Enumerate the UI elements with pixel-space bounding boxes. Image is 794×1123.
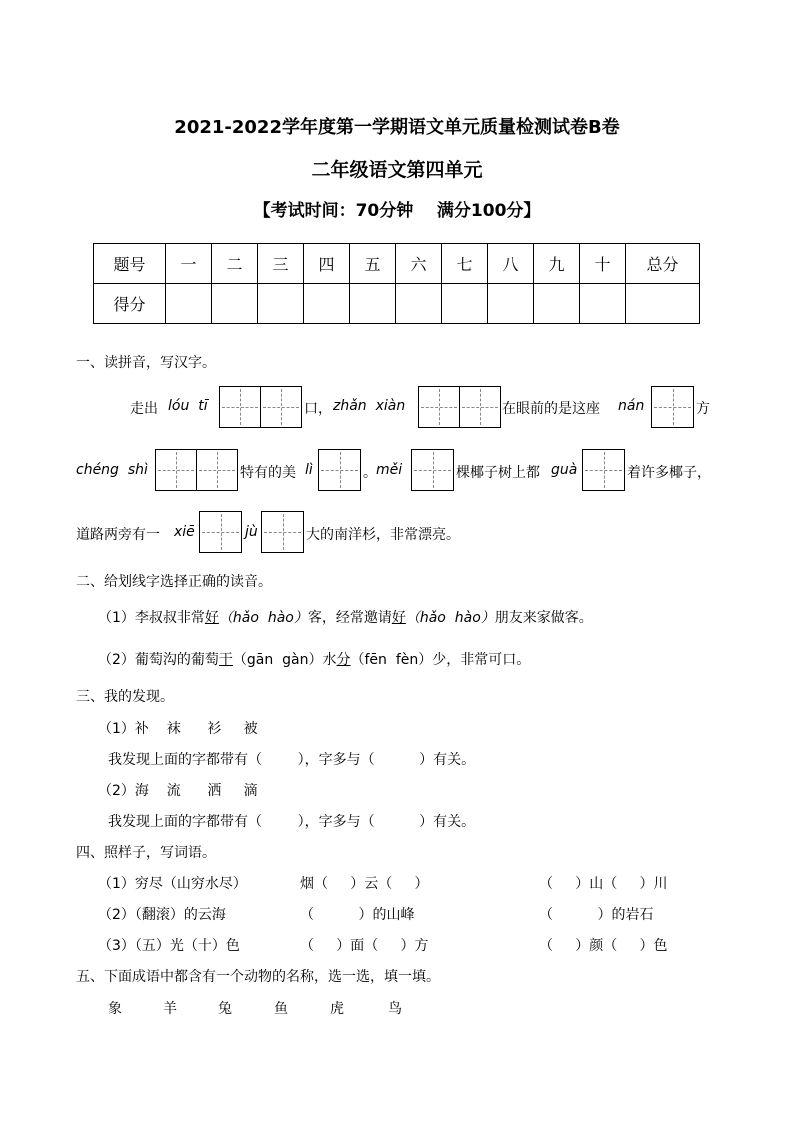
score-col-2: 二 [212, 244, 258, 284]
score-header-label: 题号 [94, 244, 166, 284]
q5-animal: 兔 [218, 1001, 232, 1017]
q5-animal: 象 [108, 1001, 122, 1017]
score-col-8: 八 [488, 244, 534, 284]
q5-animal: 鱼 [274, 1001, 288, 1017]
score-cell[interactable] [488, 284, 534, 324]
score-cell[interactable] [442, 284, 488, 324]
q4-example: （1）穷尽（山穷水尽） [98, 876, 247, 892]
q1-pinyin: xiē [174, 524, 195, 540]
score-col-10: 十 [580, 244, 626, 284]
q5-animal: 羊 [163, 1001, 177, 1017]
q1-writing-grid[interactable] [418, 386, 501, 428]
q2-line-1: （1）李叔叔非常好（hǎo hào）客，经常邀请好（hǎo hào）朋友来家做客。 [98, 610, 593, 626]
score-cell[interactable] [166, 284, 212, 324]
score-cell[interactable] [304, 284, 350, 324]
q3-line: 我发现上面的字都带有（ ），字多与（ ）有关。 [108, 752, 476, 768]
score-cell[interactable] [534, 284, 580, 324]
score-cell[interactable] [396, 284, 442, 324]
score-col-5: 五 [350, 244, 396, 284]
q4-example: （2）（翻滚）的云海 [98, 907, 226, 923]
q1-writing-grid[interactable] [199, 511, 242, 553]
q1-pinyin: jù [245, 524, 258, 540]
score-col-7: 七 [442, 244, 488, 284]
q4-blank[interactable]: （ ）的岩石 [539, 907, 654, 923]
q5-heading: 五、下面成语中都含有一个动物的名称，选一选，填一填。 [76, 969, 440, 985]
q1-text: 棵椰子树上都 [456, 465, 540, 481]
q4-example: （3）（五）光（十）色 [98, 938, 240, 954]
q1-pinyin: lì [305, 462, 313, 478]
q1-pinyin: lóu tī [168, 398, 208, 414]
score-col-6: 六 [396, 244, 442, 284]
q1-writing-grid[interactable] [261, 511, 304, 553]
q2-heading: 二、给划线字选择正确的读音。 [76, 574, 272, 590]
score-col-4: 四 [304, 244, 350, 284]
q1-text: 道路两旁有一 [76, 527, 160, 543]
score-cell[interactable] [258, 284, 304, 324]
q4-blank[interactable]: 烟（ ）云（ ） [300, 876, 429, 892]
q1-text: 方 [696, 401, 710, 417]
exam-subtitle: 二年级语文第四单元 [311, 159, 483, 181]
q1-text: 口， [304, 401, 332, 417]
q1-text: 着许多椰子， [627, 465, 711, 481]
score-col-3: 三 [258, 244, 304, 284]
q1-text: 在眼前的是这座 [502, 401, 600, 417]
q1-writing-grid[interactable] [318, 449, 361, 491]
q1-pinyin: guà [551, 462, 578, 478]
q3-heading: 三、我的发现。 [76, 689, 174, 705]
q3-line: （1）补 袜 衫 被 [98, 721, 258, 737]
exam-info: 【考试时间：70分钟 满分100分】 [253, 201, 541, 221]
q2-line-2: （2）葡萄沟的葡萄干（gān gàn）水分（fēn fèn）少，非常可口。 [98, 652, 531, 668]
q1-writing-grid[interactable] [155, 449, 238, 491]
score-total-label: 总分 [626, 244, 700, 284]
score-cell[interactable] [212, 284, 258, 324]
score-row-label: 得分 [94, 284, 166, 324]
q4-blank[interactable]: （ ）的山峰 [300, 907, 415, 923]
q4-blank[interactable]: （ ）颜（ ）色 [539, 938, 668, 954]
q3-line: （2）海 流 洒 滴 [98, 783, 258, 799]
q1-writing-grid[interactable] [651, 386, 694, 428]
q1-heading: 一、读拼音，写汉字。 [76, 355, 216, 371]
q1-writing-grid[interactable] [411, 449, 454, 491]
score-col-9: 九 [534, 244, 580, 284]
q5-animal: 鸟 [388, 1001, 402, 1017]
q5-animal: 虎 [330, 1001, 344, 1017]
q1-pinyin: nán [618, 398, 645, 414]
q4-blank[interactable]: （ ）山（ ）川 [539, 876, 668, 892]
score-total-cell[interactable] [626, 284, 700, 324]
q1-text: 。 [363, 465, 377, 481]
q1-text: 特有的美 [240, 465, 296, 481]
q1-pinyin: měi [376, 462, 403, 478]
score-cell[interactable] [580, 284, 626, 324]
q1-writing-grid[interactable] [582, 449, 625, 491]
q4-blank[interactable]: （ ）面（ ）方 [300, 938, 429, 954]
q4-heading: 四、照样子，写词语。 [76, 845, 216, 861]
q1-pinyin: chéng shì [76, 462, 148, 478]
q3-line: 我发现上面的字都带有（ ），字多与（ ）有关。 [108, 814, 476, 830]
score-cell[interactable] [350, 284, 396, 324]
q1-pinyin: zhǎn xiàn [333, 398, 406, 414]
score-table [93, 243, 700, 324]
q1-text: 大的南洋杉，非常漂亮。 [306, 527, 460, 543]
exam-title: 2021-2022学年度第一学期语文单元质量检测试卷B卷 [174, 117, 620, 138]
q1-text: 走出 [130, 401, 158, 417]
q1-writing-grid[interactable] [219, 386, 302, 428]
score-col-1: 一 [166, 244, 212, 284]
